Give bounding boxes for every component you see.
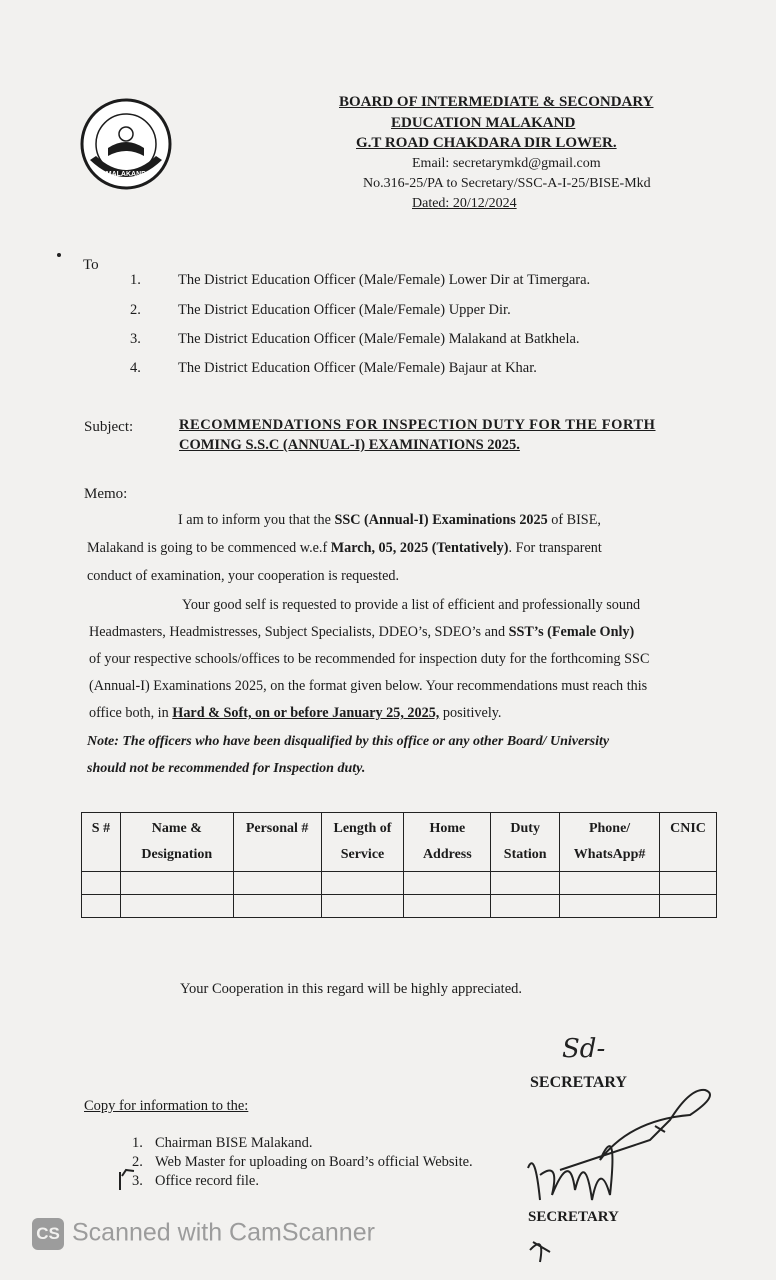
seal-text: MALAKAND: [105, 171, 147, 178]
reference-number: No.316-25/PA to Secretary/SSC-A-I-25/BISE-Mkd: [363, 176, 651, 191]
board-address: G.T ROAD CHAKDARA DIR LOWER.: [356, 135, 617, 151]
memo-text: (Annual-I) Examinations 2025, on the format given below. Your recommendations must reach this: [89, 678, 648, 694]
sst-female-only: SST’s (Female Only): [508, 624, 635, 640]
sd-signature: Sd-: [562, 1034, 606, 1064]
note-line2: should not be recommended for Inspection duty.: [87, 761, 366, 776]
column-header-serial: S #: [82, 813, 121, 872]
recipient-number: 1.: [130, 272, 141, 288]
recipient-number: 4.: [130, 360, 141, 376]
column-header-address: Home Address: [404, 813, 491, 872]
copy-number: 3.: [132, 1173, 143, 1189]
column-header-service: Length of Service: [321, 813, 404, 872]
letter-date: Dated: 20/12/2024: [412, 196, 517, 211]
recipient-text: The District Education Officer (Male/Female) Malakand at Batkhela.: [178, 331, 580, 347]
camscanner-logo-icon: CS: [32, 1218, 64, 1250]
memo-text: of your respective schools/offices to be recommended for inspection duty for the forthcoming SSC: [89, 651, 650, 667]
board-name-line1: BOARD OF INTERMEDIATE & SECONDARY: [339, 94, 654, 110]
board-name-line2: EDUCATION MALAKAND: [391, 115, 576, 131]
copy-text: Web Master for uploading on Board’s official Website.: [155, 1154, 473, 1170]
subject-line1: RECOMMENDATIONS FOR INSPECTION DUTY FOR THE FORTH: [179, 417, 656, 433]
deadline: Hard & Soft, on or before January 25, 2025,: [172, 705, 440, 721]
copy-text: Office record file.: [155, 1173, 259, 1189]
memo-text: positively.: [439, 705, 502, 721]
memo-text: Your good self is requested to provide a list of efficient and professionally sound: [182, 597, 641, 613]
dot-mark: [57, 253, 61, 257]
memo-text: office both, in: [89, 705, 173, 721]
to-label: To: [83, 257, 99, 273]
copy-label: Copy for information to the:: [84, 1098, 249, 1114]
memo-text: conduct of examination, your cooperation is requested.: [87, 568, 400, 584]
column-header-cnic: CNIC: [660, 813, 717, 872]
subject-label: Subject:: [84, 419, 134, 435]
recipient-text: The District Education Officer (Male/Female) Upper Dir.: [178, 302, 511, 318]
memo-text: of BISE,: [547, 512, 601, 528]
memo-text: . For transparent: [508, 540, 602, 556]
recipient-text: The District Education Officer (Male/Female) Bajaur at Khar.: [178, 360, 537, 376]
copy-text: Chairman BISE Malakand.: [155, 1135, 313, 1151]
secretary-title: SECRETARY: [530, 1074, 627, 1091]
column-header-name: Name & Designation: [120, 813, 233, 872]
exam-name: SSC (Annual-I) Examinations 2025: [334, 512, 548, 528]
watermark-text: Scanned with CamScanner: [72, 1218, 375, 1247]
closing-line: Your Cooperation in this regard will be highly appreciated.: [180, 981, 523, 997]
column-header-personal: Personal #: [233, 813, 321, 872]
memo-text: Malakand is going to be commenced w.e.f: [87, 540, 331, 556]
memo-label: Memo:: [84, 486, 128, 502]
board-email: Email: secretarymkd@gmail.com: [412, 156, 601, 171]
subject-line2: COMING S.S.C (ANNUAL-I) EXAMINATIONS 2025.: [179, 437, 520, 453]
camscanner-watermark: [32, 1218, 375, 1250]
recipient-number: 3.: [130, 331, 141, 347]
recipient-number: 2.: [130, 302, 141, 318]
recipient-text: The District Education Officer (Male/Female) Lower Dir at Timergara.: [178, 272, 591, 288]
column-header-station: Duty Station: [491, 813, 560, 872]
exam-start-date: March, 05, 2025 (Tentatively): [330, 540, 509, 556]
note-line1: Note: The officers who have been disqualified by this office or any other Board/ University: [87, 734, 610, 749]
memo-text: I am to inform you that the: [178, 512, 335, 528]
secretary-title-2: SECRETARY: [528, 1209, 619, 1225]
copy-number: 1.: [132, 1135, 143, 1151]
copy-number: 2.: [132, 1154, 143, 1170]
memo-text: Headmasters, Headmistresses, Subject Specialists, DDEO’s, SDEO’s and: [89, 624, 509, 640]
column-header-phone: Phone/ WhatsApp#: [560, 813, 660, 872]
